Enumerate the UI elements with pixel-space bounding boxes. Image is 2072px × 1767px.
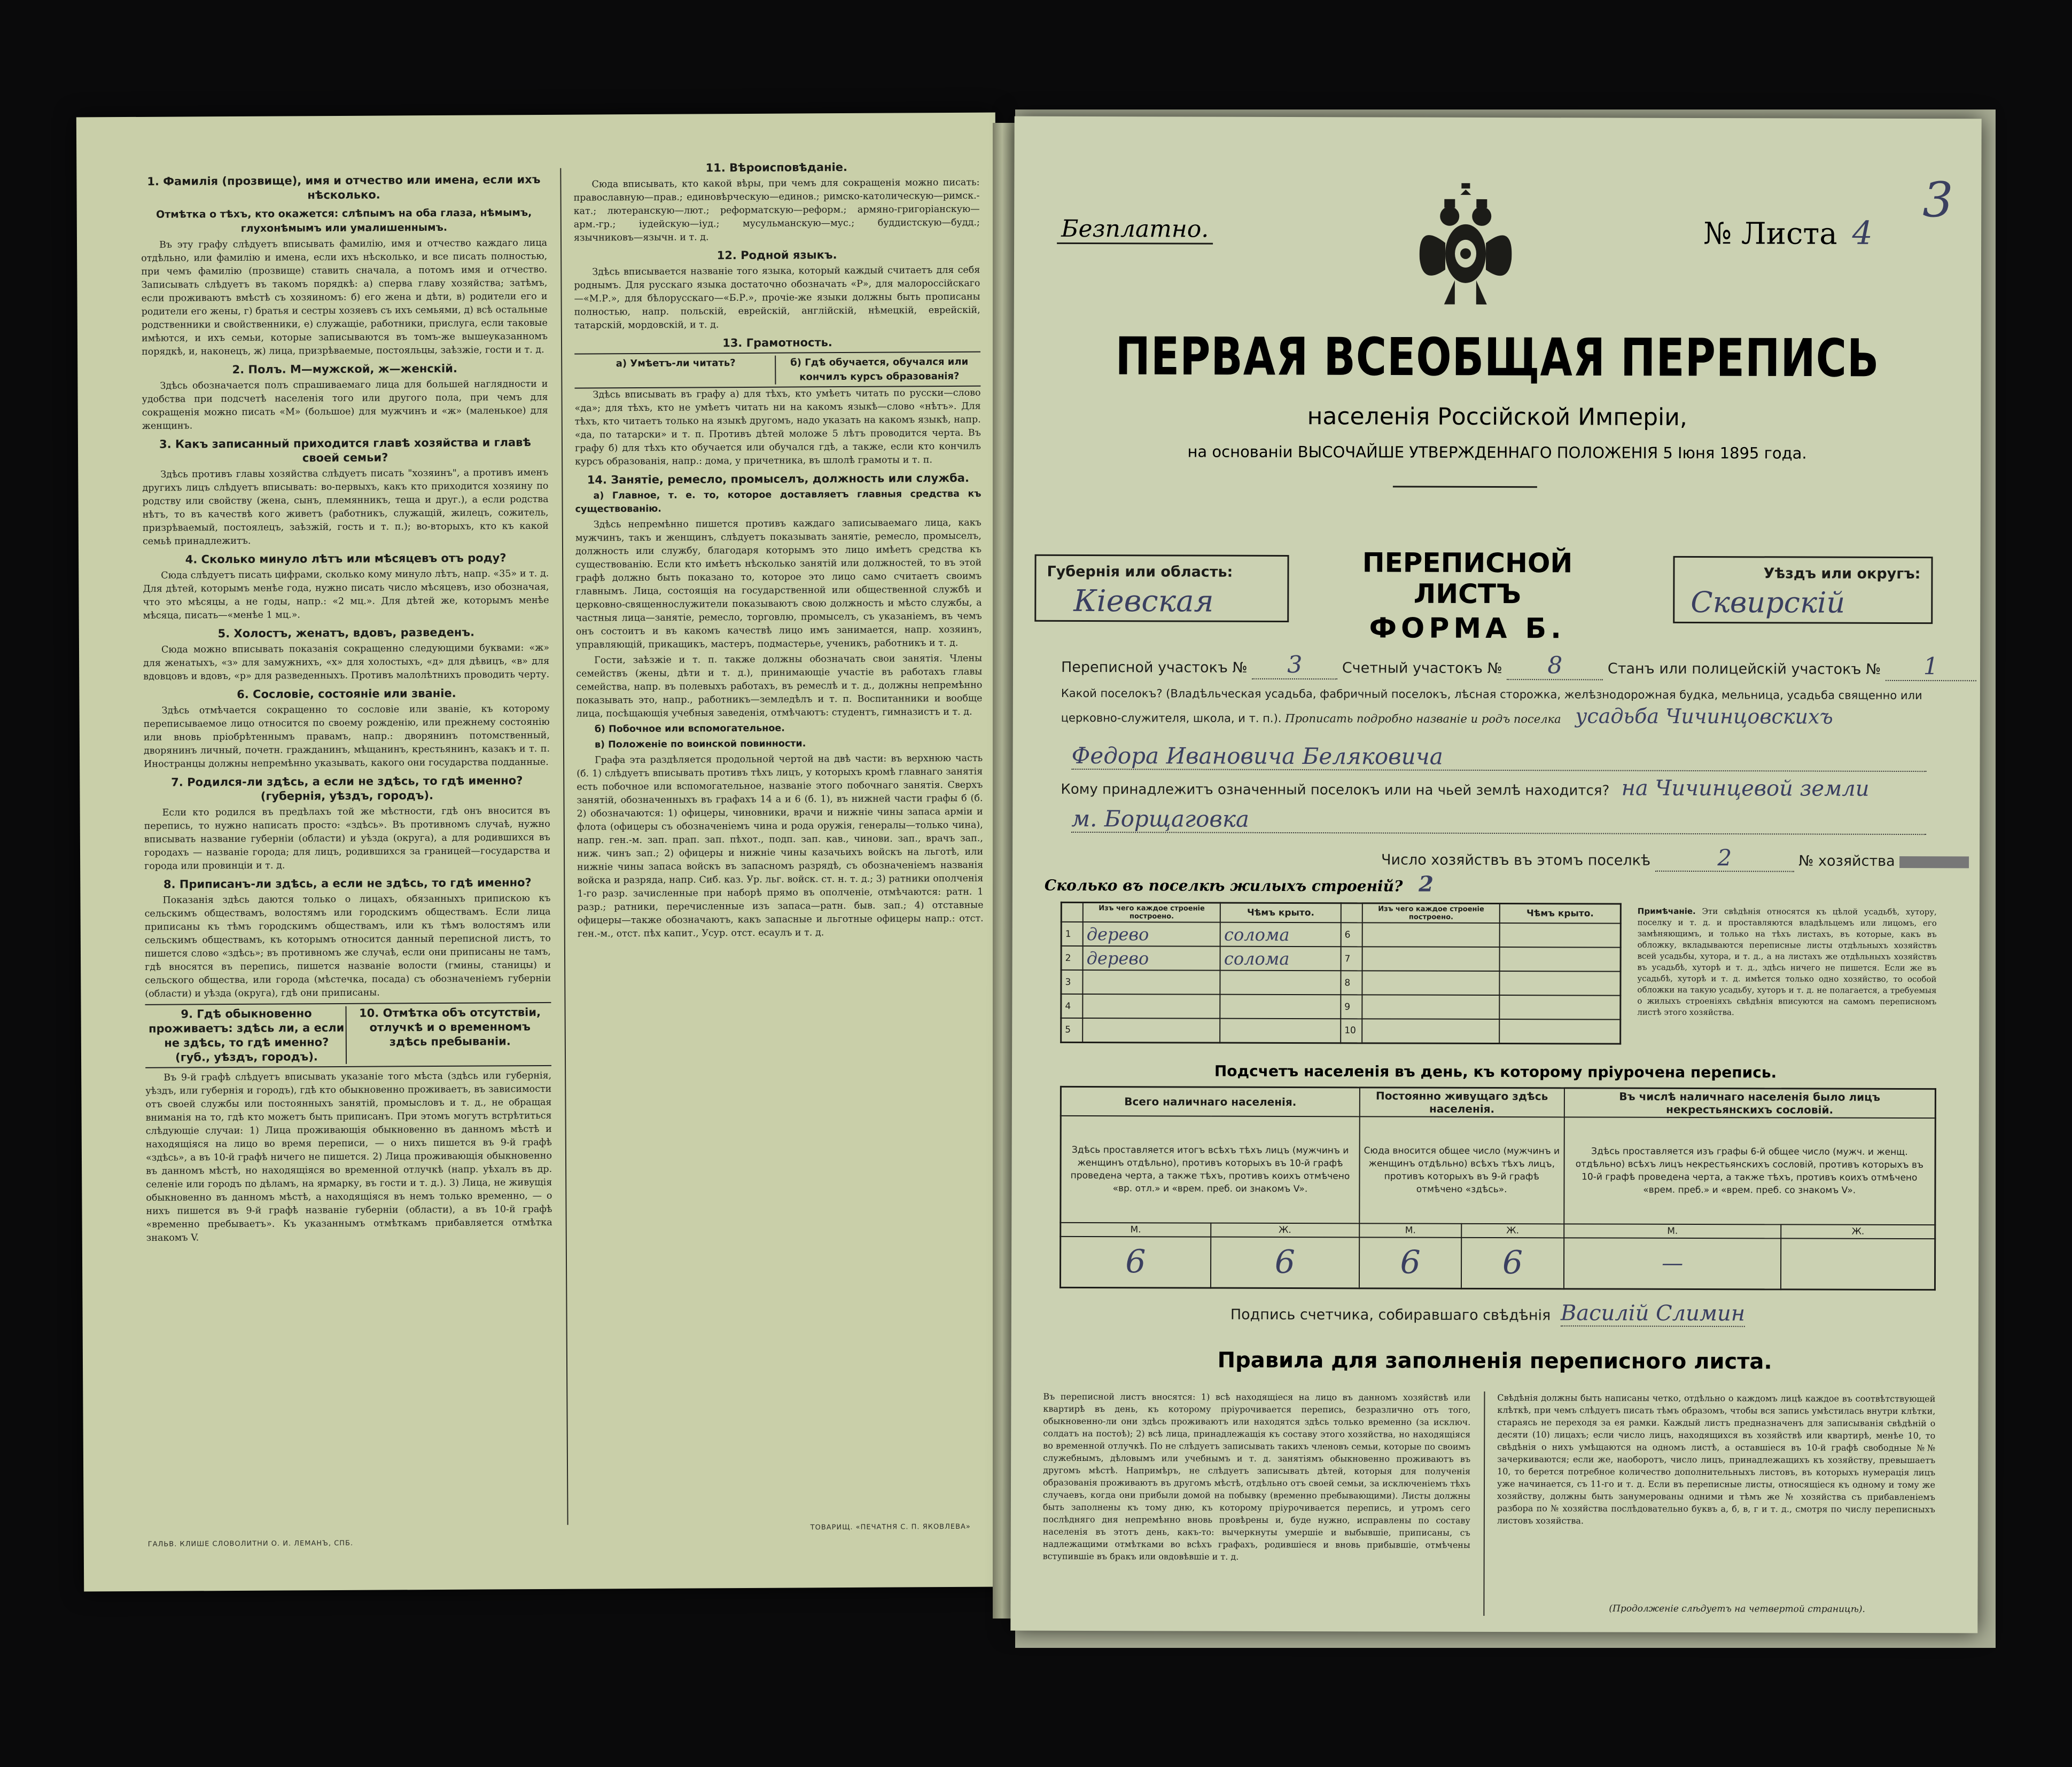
section-13-title: 13. Грамотность. — [722, 336, 832, 350]
tally-table — [1060, 1086, 1936, 1291]
count-district-label: Счетный участокъ № — [1342, 660, 1502, 677]
table-row — [1061, 1018, 1621, 1044]
bld-head-roof: Чѣмъ крыто. — [1220, 903, 1341, 922]
section-11-title: 11. Вѣроисповѣданіе. — [705, 160, 848, 175]
bld-made: дерево — [1083, 922, 1220, 947]
households-value: 2 — [1655, 845, 1794, 872]
sheet-number-label: № Листа — [1703, 216, 1837, 252]
sections-9-10-header — [145, 1002, 551, 1068]
tally-m-label: М. — [1359, 1223, 1461, 1238]
sheet-number — [1703, 214, 1873, 252]
buildings-value: 2 — [1419, 871, 1434, 897]
signature-line — [1230, 1300, 1745, 1326]
bld-made: дерево — [1083, 946, 1220, 971]
bld-made — [1082, 970, 1220, 995]
section-1-subtitle: Отмѣтка о тѣхъ, кто окажется: слѣпымъ на оба глаза, нѣмымъ, глухонѣмымъ или умалишеннымъ. — [156, 207, 532, 234]
form-title — [1312, 547, 1622, 645]
sheet-number-value: 4 — [1852, 214, 1873, 252]
buildings-note — [1637, 906, 1937, 1019]
police-value: 1 — [1886, 653, 1976, 681]
bld-num: 4 — [1061, 994, 1083, 1018]
bld-made-2 — [1362, 995, 1499, 1019]
gubernia-box — [1034, 554, 1289, 622]
households-label: Число хозяйствъ въ этомъ поселкѣ — [1381, 851, 1651, 869]
section-8-text: Показанія здѣсь даются только о лицахъ, обязанныхъ припискою къ сельскимъ обществамъ, волостямъ или городскимъ обществамъ. Если лица приписаны къ тѣмъ городскимъ обществамъ, или къ тѣмъ волостямъ или сельскимъ обществамъ, къ которымъ относится данный переписной листъ, то пишется слово «здѣсь»; въ противномъ же случаѣ, если они приписаны не тамъ, гдѣ вносятся въ перепись, пишется названіе волости (гмины, станицы) и сельского общества, или города (мѣстечка, посада) съ обозначеніемъ губерніи (области) и уѣзда (округа), гдѣ они приписаны. — [144, 893, 551, 999]
rules-left: Въ переписной листъ вносятся: 1) всѣ находящіеся на лицо въ данномъ хозяйствѣ или квартирѣ въ день, къ которому пріурочивается перепись, безразлично отъ того, обыкновенно-ли они здѣсь проживаютъ или находятся здѣсь только временно (за исключ. солдатъ на постоѣ); 2) всѣ лица, принадлежащія къ составу этого хозяйства, но находящіяся во временной отлучкѣ. По не слѣдуетъ записывать такихъ членовъ семьи, которые по своимъ служебнымъ, дѣловымъ или учебнымъ и т. д. занятіямъ обыкновенно проживаютъ въ другомъ мѣстѣ. Напримѣръ, не слѣдуетъ записывать дѣтей, которыя для полученія образованія проживаютъ въ другомъ мѣстѣ, отдѣльно отъ своей семьи, за исключеніемъ тѣхъ случаевъ, когда они прибыли домой на побывку (временно пребывающими). Листы должны быть заполнены къ тому дню, къ которому пріурочивается перепись, и утромъ сего послѣдняго дня непремѣнно вновь провѣрены и, буде нужно, исправлены по составу населенія въ этотъ день, какъ-то: вычеркнуты умершіе и выбывшіе, приписаны, съ надлежащими отмѣтками во всѣхъ графахъ, родившіеся и вновь прибывшіе, отмѣчены вступившіе въ бракъ или овдовѣвшіе и т. д. — [1042, 1391, 1471, 1562]
section-14v: в) Положеніе по воинской повинности. — [594, 738, 806, 750]
section-8-title: 8. Приписанъ-ли здѣсь, а если не здѣсь, то гдѣ именно? — [163, 876, 532, 891]
bld-roof-2 — [1500, 995, 1621, 1020]
bld-head-num-2 — [1341, 903, 1362, 923]
corner-number: 3 — [1922, 172, 1953, 229]
signature-label: Подпись счетчика, собиравшаго свѣдѣнія — [1230, 1306, 1551, 1324]
bld-roof: солома — [1220, 947, 1341, 971]
free-label: Безплатно. — [1057, 215, 1213, 245]
bld-roof-2 — [1500, 947, 1621, 972]
section-3-text: Здѣсь противъ главы хозяйства слѣдуетъ писать "хозяинъ", а противъ именъ другихъ лицъ слѣдуетъ вписывать: во-первыхъ, какъ кто приходится хозяину по родству или свойству (жена, сынъ, племянникъ, теща и друг.), а если родства нѣтъ, то въ качествѣ кого живетъ (работникъ, служащій, жилецъ, сожитель, призрѣваемый, постоялецъ, заѣзжій, гость и т. п.); во-вторыхъ, кто къ какой семьѣ принадлежитъ. — [142, 467, 549, 547]
bld-num-2: 9 — [1341, 995, 1362, 1019]
page-title: ПЕРВАЯ ВСЕОБЩАЯ ПЕРЕПИСЬ — [1115, 326, 1880, 389]
tally-present-f: 6 — [1211, 1237, 1360, 1288]
rules-title: Правила для заполненія переписного листа. — [1217, 1348, 1772, 1374]
imprint-left: ГАЛЬВ. КЛИШЕ СЛОВОЛИТНИ О. И. ЛЕМАНЪ, СПБ. — [147, 1539, 354, 1549]
household-no-label: № хозяйства — [1798, 853, 1895, 870]
note-text: Эти свѣдѣнія относятся къ цѣлой усадьбѣ, хутору, поселку и т. д. и проставляются владѣльцемъ или лицомъ, его замѣняющимъ, и только на тѣхъ листахъ, въ которые, какъ въ обложку, вкладываются переписные листы отдѣльныхъ хозяйствъ всей усадьбы, хутора, и т. д., а на листахъ же отдѣльныхъ хозяйствъ въ усадьбѣ, хуторѣ и т. д., здѣсь ничего не пишется. Если же въ усадьбѣ, хуторѣ и т. д. имѣется только одно хозяйство, то особой обложки на такую усадьбу, хуторъ и т. д. не полагается, а требуемыя о жилыхъ строеніяхъ свѣдѣнія вписуются на самомъ переписномъ листѣ этого хозяйства. — [1637, 906, 1937, 1018]
tally-values-row — [1060, 1237, 1935, 1289]
bld-roof — [1220, 995, 1341, 1019]
signature-value: Василій Слимин — [1560, 1301, 1746, 1326]
right-page — [1010, 116, 1981, 1633]
uezd-label: Уѣздъ или округъ: — [1763, 565, 1921, 583]
section-12-text: Здѣсь вписывается названіе того языка, который каждый считаетъ для себя роднымъ. Для русскаго языка достаточно обозначать «Р», для малороссійскаго—«М.Р.», для бѣлорусскаго—«Б.Р.», прочіе-же языки должны быть прописаны полностью, напр. польскій, еврейскій, англійскій, нѣмецкій, еврейскій, татарскій, мордовскій, и т. д. — [574, 264, 980, 331]
tally-title: Подсчетъ населенія въ день, къ которому пріурочена перепись. — [1214, 1062, 1777, 1082]
left-page — [76, 113, 1003, 1592]
section-14-title: 14. Занятіе, ремесло, промыселъ, должность или служба. — [587, 471, 969, 487]
imprint-right: ТОВАРИЩ. «ПЕЧАТНЯ С. П. ЯКОВЛЕВА» — [810, 1522, 971, 1532]
count-district-value: 8 — [1507, 652, 1603, 680]
tally-f-label: Ж. — [1211, 1223, 1359, 1238]
owner-question-text: Кому принадлежитъ означенный поселокъ или на чьей землѣ находится? — [1061, 781, 1610, 799]
section-14-text: Здѣсь непремѣнно пишется противъ каждаго записываемаго лица, какъ мужчинъ, такъ и женщинъ, слѣдуетъ показывать занятіе, ремесло, промыселъ, должность или службу, благодаря которымъ это лицо имѣетъ средства къ существованію. Если кто имѣетъ нѣсколько занятій или должностей, то въ этой графѣ должно быть показано то, которое это лицо само считаетъ своимъ главнымъ. Лица, состоящія на государственной или общественной службѣ и церковно-священнослужители показываютъ свою должность и мѣсто службы, а частныя лица—занятіе, ремесло, торговлю, промыселъ, съ указаніемъ, въ чемъ онъ состоитъ и въ какомъ качествѣ лицо имъ занимается, напр. хозяинъ, управляющій, прикащикъ, мастеръ, подмастерье, ученикъ, работникъ и т. д. — [575, 517, 982, 651]
section-5-title: 5. Холостъ, женатъ, вдовъ, разведенъ. — [217, 626, 475, 640]
section-11-text: Сюда вписывать, кто какой вѣры, при чемъ для сокращенія можно писать: православную—прав.; единовѣрческую—единов.; римско-католическую—римск.-кат.; лютеранскую—лют.; реформатскую—реформ.; армяно-григоріанскую—арм.-гр.; іудейскую—іуд.; мусульманскую—мус.; буддистскую—будд.; язычниковъ—язычн. и т. д. — [573, 177, 980, 244]
tally-head-3: Въ числѣ наличнаго населенія было лицъ некрестьянскихъ сословій. — [1564, 1088, 1935, 1118]
bld-roof-2 — [1500, 923, 1621, 948]
owner-value: на Чичинцевой земли — [1621, 776, 1870, 801]
bld-num-2: 8 — [1341, 971, 1362, 995]
districts-line — [1061, 651, 1976, 681]
table-row — [1061, 970, 1621, 996]
bld-num-2: 6 — [1341, 922, 1362, 947]
form-title-line1: ПЕРЕПИСНОЙ ЛИСТЪ — [1362, 547, 1573, 610]
bld-num: 1 — [1061, 922, 1083, 946]
tally-desc-row — [1061, 1116, 1936, 1225]
column-divider — [560, 168, 568, 1525]
page-basis: на основаніи ВЫСОЧАЙШЕ УТВЕРЖДЕННАГО ПОЛОЖЕНІЯ 5 Іюня 1895 года. — [1187, 442, 1807, 463]
rules-continued: (Продолженіе слѣдуетъ на четвертой страницѣ). — [1609, 1603, 1865, 1615]
households-line — [1381, 843, 1969, 872]
household-no-redacted — [1899, 856, 1969, 867]
bld-num: 5 — [1061, 1018, 1083, 1042]
tally-present-m: 6 — [1060, 1237, 1210, 1288]
bld-roof-2 — [1500, 971, 1621, 996]
bld-head-made: Изъ чего каждое строеніе построено. — [1083, 902, 1220, 922]
buildings-label: Сколько въ поселкѣ жилыхъ строеній? — [1044, 876, 1403, 895]
bld-num: 2 — [1061, 946, 1083, 970]
buildings-line — [1045, 871, 1434, 897]
page-subtitle: населенія Россійской Имперіи, — [1307, 403, 1687, 431]
section-4-title: 4. Сколько минуло лѣтъ или мѣсяцевъ отъ роду? — [185, 551, 507, 566]
section-2-text: Здѣсь обозначается полъ спрашиваемаго лица для большей наглядности и удобства при подсчетѣ населенія того или другого пола, при чемъ для сокращенія можно писать «М» (большое) для мужчинъ и «ж» (маленькое) для женщинъ. — [142, 378, 548, 432]
bld-roof — [1220, 1019, 1341, 1043]
section-9-text: Въ 9-й графѣ слѣдуетъ вписывать указаніе того мѣста (здѣсь или губернія, уѣздъ, или губернія и городъ), гдѣ кто обыкновенно проживаетъ, въ зависимости отъ своей службы или постоянныхъ занятій, промысловъ и т. д., не обращая вниманія на то, гдѣ кто можетъ быть приписанъ. При этомъ могутъ встрѣтиться слѣдующіе случаи: 1) Лица проживающія обыкновенно въ данномъ мѣстѣ и находящіяся на лицо во время переписи, — о нихъ пишется въ 9-й графѣ «здѣсь», а въ 10-й графѣ ничего не пишется. 2) Лица проживающія обыкновенно въ данномъ мѣстѣ, но находящіяся во временной отлучкѣ (напр. уѣхалъ въ др. селеніе или городъ по дѣламъ, на ярмарку, въ гости и т. д.). 3) Лица, не живущія обыкновенно въ данномъ мѣстѣ, а находящіяся въ немъ только временно, — о нихъ пишется въ 9-й графѣ названіе губерніи (области), а въ 10-й графѣ «временно пребываетъ». Къ указаннымъ отмѣткамъ прибавляется отмѣтка знакомъ V. — [145, 1070, 552, 1244]
tally-f-label: Ж. — [1461, 1224, 1563, 1238]
bld-num-2: 7 — [1341, 947, 1362, 971]
section-6-text: Здѣсь отмѣчается сокращенно то сословіе или званіе, къ которому переписываемое лицо относится по своему рожденію, или прежнему состоянію или вновь пріобрѣтеннымъ правамъ, напр.: дворянинъ потомственный, дворянинъ личный, почетн. гражданинъ, мѣщанинъ, крестьянинъ, казакъ и т. п. Иностранцы должны непремѣнно указывать, какого они государства подданные. — [143, 703, 550, 770]
buildings-table — [1060, 902, 1622, 1044]
section-14-text-3: Графа эта раздѣляется продольной чертой на двѣ части: въ верхнюю часть (б. 1) слѣдуетъ вписывать противъ тѣхъ лицъ, у которыхъ кромѣ главнаго занятія есть побочное или вспомогательное, названіе этого побочнаго занятія. Сверхъ занятій, обозначенныхъ въ графахъ 14 а и 6 (б. 1), въ нижней части графы б (б. 2) обозначаются: 1) офицеры, чиновники, врачи и нижніе чины запаса арміи и флота (офицеры съ обозначеніемъ чина и рода оружія, генералы—только чина), напр. ген.-м. зап. прап. зап. пѣхот., подп. зап. кав., чинови. зап., врачъ зап., ниж. чинъ зап.; 2) офицеры и нижніе чины казачьихъ войскъ на льготѣ, или нижніе чины запаса войскъ въ запасномъ разрядѣ, съ обозначеніемъ названія войска и разряда, напр. Сиб. каз. Ур. льг. войск. ст. н. т. д.; 3) ратники ополченія 1-го разр. зачисленные при наборѣ прямо въ ополченіе, отмѣчаются: ратн. 1 разр.; ратники, перечисленные изъ запаса—ратн. быв. зап.; 4) отставные офицеры—также обозначаютъ, какъ запасные и льготные офицеры напр.: отст. ген.-м., отст. пѣх капит., Усур. отст. есаулъ и т. д. — [577, 753, 984, 940]
bld-made-2 — [1362, 922, 1500, 947]
uezd-value: Сквирскій — [1691, 585, 1845, 620]
gubernia-label: Губернія или область: — [1047, 563, 1233, 581]
settlement-question-text: Какой поселокъ? (Владѣльческая усадьба, фабричный поселокъ, лѣсная сторожка, желѣзнодорожная будка, мельница, усадьба священно или церковно-служителя, школа, и т. п.). — [1061, 686, 1922, 725]
section-6-title: 6. Сословіе, состояніе или званіе. — [237, 686, 456, 701]
bld-roof-2 — [1499, 1019, 1620, 1044]
imperial-eagle-icon — [1412, 179, 1520, 313]
table-row — [1061, 946, 1621, 972]
section-12-title: 12. Родной языкъ. — [716, 248, 837, 262]
bld-made — [1082, 1018, 1220, 1043]
section-1-title: 1. Фамилія (прозвище), имя и отчество или имена, если ихъ нѣсколько. — [147, 173, 541, 202]
title-rule — [1393, 486, 1537, 488]
bld-head-made-2: Изъ чего каждое строеніе построено. — [1362, 903, 1500, 923]
left-column-1 — [141, 168, 554, 1538]
bld-num: 3 — [1061, 970, 1083, 994]
tally-m-label: М. — [1061, 1223, 1211, 1237]
section-13-subheads — [574, 351, 980, 389]
bld-made-2 — [1362, 947, 1500, 971]
settlement-value: усадьба Чичинцовскихъ — [1575, 704, 1833, 729]
section-14b: б) Побочное или вспомогательное. — [594, 723, 785, 735]
tally-head-row — [1061, 1086, 1935, 1118]
buildings-table-head — [1061, 902, 1621, 923]
tally-nonpeasant-m: — — [1564, 1238, 1781, 1289]
tally-permanent-m: 6 — [1359, 1237, 1462, 1288]
tally-permanent-f: 6 — [1461, 1238, 1564, 1289]
table-row — [1061, 994, 1621, 1020]
tally-desc-2: Сюда вносится общее число (мужчинъ и женщинъ отдѣльно) всѣхъ тѣхъ лицъ, противъ которыхъ въ 9-й графѣ отмѣчено «здѣсь». — [1359, 1116, 1564, 1224]
bld-head-roof-2: Чѣмъ крыто. — [1500, 904, 1621, 924]
owner-value-2: м. Борщаговка — [1071, 806, 1926, 835]
section-2-title: 2. Полъ. М—мужской, ж—женскій. — [232, 362, 457, 377]
section-14-text-2: Гости, заѣзжіе и т. п. также должны обозначать свои занятія. Члены семействъ (жены, дѣти и т. д.), принимающіе участіе въ работахъ главы семейства, напр. въ полевыхъ работахъ, въ ремеслѣ и т. д., должны непремѣнно показывать это, напр., работникъ—земледѣлъ и т. п. Воспитанники и вообще лица, посѣщающія учебныя заведенія, отмѣчаютъ: студентъ, гимназистъ и т. д. — [576, 653, 983, 720]
bld-made — [1082, 994, 1220, 1019]
tally-head-2: Постоянно живущаго здѣсь населенія. — [1360, 1088, 1564, 1117]
section-1-text: Въ эту графу слѣдуетъ вписывать фамилію, имя и отчество каждаго лица отдѣльно, или фамилію и имена, если ихъ нѣсколько, и все писать полностью, при чемъ фамилію (прозвище) ставить сначала, а потомъ имя и отчество. Записывать слѣдуетъ въ такомъ порядкѣ: а) сперва главу хозяйства; затѣмъ, если проживаютъ вмѣстѣ съ хозяиномъ: б) его жена и дѣти, в) родители его и родители его жены, г) братья и сестры хозяевъ съ ихъ семьями, д) всѣ остальные родственники и свойственники, е) служащіе, работники, прислуга, если таковые имѣются, и ихъ семьи, которые записываются въ томъ-же вышеуказанномъ порядкѣ, и, наконецъ, ж) лица, призрѣваемые, постояльцы, заѣзжіе, гости и т. д. — [141, 237, 548, 357]
form-title-line2: ФОРМА Б. — [1369, 612, 1565, 645]
bld-made-2 — [1362, 1019, 1499, 1043]
note-title: Примѣчаніе. — [1637, 906, 1696, 916]
tally-desc-1: Здѣсь проставляется итогъ всѣхъ тѣхъ лицъ (мужчинъ и женщинъ отдѣльно), противъ которыхъ въ 10-й графѣ проведена черта, а также тѣхъ, противъ коихъ отмѣчено «вр. отл.» и «врем. преб. ои знакомъ V». — [1061, 1116, 1360, 1223]
tally-desc-3: Здѣсь проставляется изъ графы 6-й общее число (мужч. и женщ. отдѣльно) всѣхъ лицъ некрестьянскихъ сословій, противъ которыхъ въ 10-й графѣ проведена черта, а также тѣхъ, противъ коихъ отмѣчено «врем. преб.» и «врем. преб. со знакомъ V». — [1564, 1117, 1935, 1225]
bld-roof: солома — [1220, 922, 1341, 947]
section-9-title: 9. Гдѣ обыкновенно проживаетъ: здѣсь ли, а если не здѣсь, то гдѣ именно? (губ., уѣздъ, городъ). — [147, 1006, 347, 1065]
section-7-text: Если кто родился въ предѣлахъ той же мѣстности, гдѣ онъ вносится въ перепись, то нужно написать просто: «здѣсь». Въ противномъ случаѣ, нужно вписывать название губерніи (области) и уѣзда (округа), а для родившихся въ городахъ — названіе города; для лицъ, родившихся за границей—государства и города или провинціи и т. д. — [144, 805, 551, 872]
section-3-title: 3. Какъ записанный приходится главѣ хозяйства и главѣ своей семьи? — [159, 436, 531, 465]
table-row — [1061, 922, 1621, 948]
gubernia-value: Кіевская — [1073, 583, 1214, 619]
section-4-text: Сюда слѣдуетъ писать цифрами, сколько кому минуло лѣтъ, напр. «35» и т. д. Для дѣтей, которымъ менѣе года, нужно писать число мѣсяцевъ, изо обозначая, что это мѣсяцы, а не годы, напр.: «2 мц.». Для дѣтей же, которымъ менѣе мѣсяца, писать—«менѣе 1 мц.». — [143, 568, 549, 621]
section-5-text: Сюда можно вписывать показанія сокращенно следующими буквами: «ж» для женатыхъ, «з» для замужнихъ, «х» для холостыхъ, «д» для дѣвицъ, «в» для вдовцовъ и вдовъ, «р» для разведенныхъ. Противъ малолѣтнихъ проводить черту. — [143, 642, 550, 682]
tally-m-label: М. — [1564, 1224, 1781, 1238]
rules-right: Свѣдѣнія должны быть написаны четко, отдѣльно о каждомъ лицѣ каждое въ соотвѣтствующей клѣткѣ, при чемъ слѣдуетъ писать тѣмъ образомъ, чтобы вся запись умѣстилась внутри клѣтки, стараясь не переходя за ея рамки. Каждый листъ предназначенъ для записыванія свѣдѣній о десяти (10) лицахъ; если число лицъ, находящихся въ хозяйствѣ или квартирѣ, менѣе 10, то свѣдѣнія о нихъ умѣщаются на одномъ листѣ, а оставшіеся въ 10-й графѣ свободные №№ зачеркиваются; если же, наоборотъ, число лицъ, принадлежащихъ къ хозяйству, превышаетъ 10, то берется потребное количество дополнительныхъ листовъ, въ которыхъ нумерація лицъ уже начинается, съ 11-го и т. д. Если въ переписные листы, относящіеся къ одному и тому же хозяйству, должны быть занумерованы одними и тѣмъ же № хозяйства съ прибавленіемъ разбора по № хозяйства послѣдовательно буквъ а, б, в, г и т. д., смотря по числу переписныхъ листовъ хозяйства. — [1497, 1393, 1936, 1526]
settlement-question — [1061, 683, 1937, 731]
section-13b: б) Гдѣ обучается, обучался или кончилъ курсъ образованія? — [790, 356, 969, 383]
census-district-value: 3 — [1252, 651, 1337, 679]
bld-num-2: 10 — [1341, 1019, 1362, 1043]
tally-f-label: Ж. — [1781, 1224, 1935, 1239]
section-13a: а) Умѣетъ-ли читать? — [577, 356, 776, 386]
left-column-2 — [573, 155, 986, 1536]
owner-question — [1061, 775, 1869, 801]
bld-head-num — [1061, 902, 1083, 922]
section-14a: а) Главное, т. е. то, которое доставляетъ главныя средства къ существованію. — [575, 488, 982, 515]
tally-nonpeasant-f — [1781, 1238, 1935, 1289]
section-10-title: 10. Отмѣтка объ отсутствіи, отлучкѣ и о временномъ здѣсь пребываніи. — [359, 1005, 541, 1049]
section-13-text: Здѣсь вписывать въ графу а) для тѣхъ, кто умѣетъ читать по русски—слово «да»; для тѣхъ, кто не умѣетъ читать ни на какомъ языкѣ—слово «нѣтъ». Для тѣхъ, кто читаетъ только на языкѣ другомъ, надо указать на какомъ языкѣ, напр. «да, по татарски» и т. п. Противъ дѣтей моложе 5 лѣтъ проводится черта. Въ графу б) для тѣхъ кто обучается или обучался гдѣ, а также, если кто кончилъ курсъ образованія, напр.: дома, у причетника, въ шлолѣ грамоты и т. п. — [574, 387, 982, 467]
bld-roof — [1220, 971, 1341, 995]
rules-divider — [1483, 1391, 1485, 1616]
section-7-title: 7. Родился-ли здѣсь, а если не здѣсь, то гдѣ именно? (губернія, уѣздъ, городъ). — [171, 774, 523, 803]
settlement-question-2: Прописать подробно названіе и родъ поселка — [1285, 712, 1561, 726]
census-district-label: Переписной участокъ № — [1061, 659, 1248, 676]
bld-made-2 — [1362, 971, 1499, 995]
settlement-value-2: Федора Ивановича Беляковича — [1072, 742, 1927, 772]
police-label: Станъ или полицейскій участокъ № — [1607, 660, 1881, 678]
uezd-box — [1673, 556, 1933, 624]
tally-head-1: Всего наличнаго населенія. — [1061, 1086, 1360, 1116]
